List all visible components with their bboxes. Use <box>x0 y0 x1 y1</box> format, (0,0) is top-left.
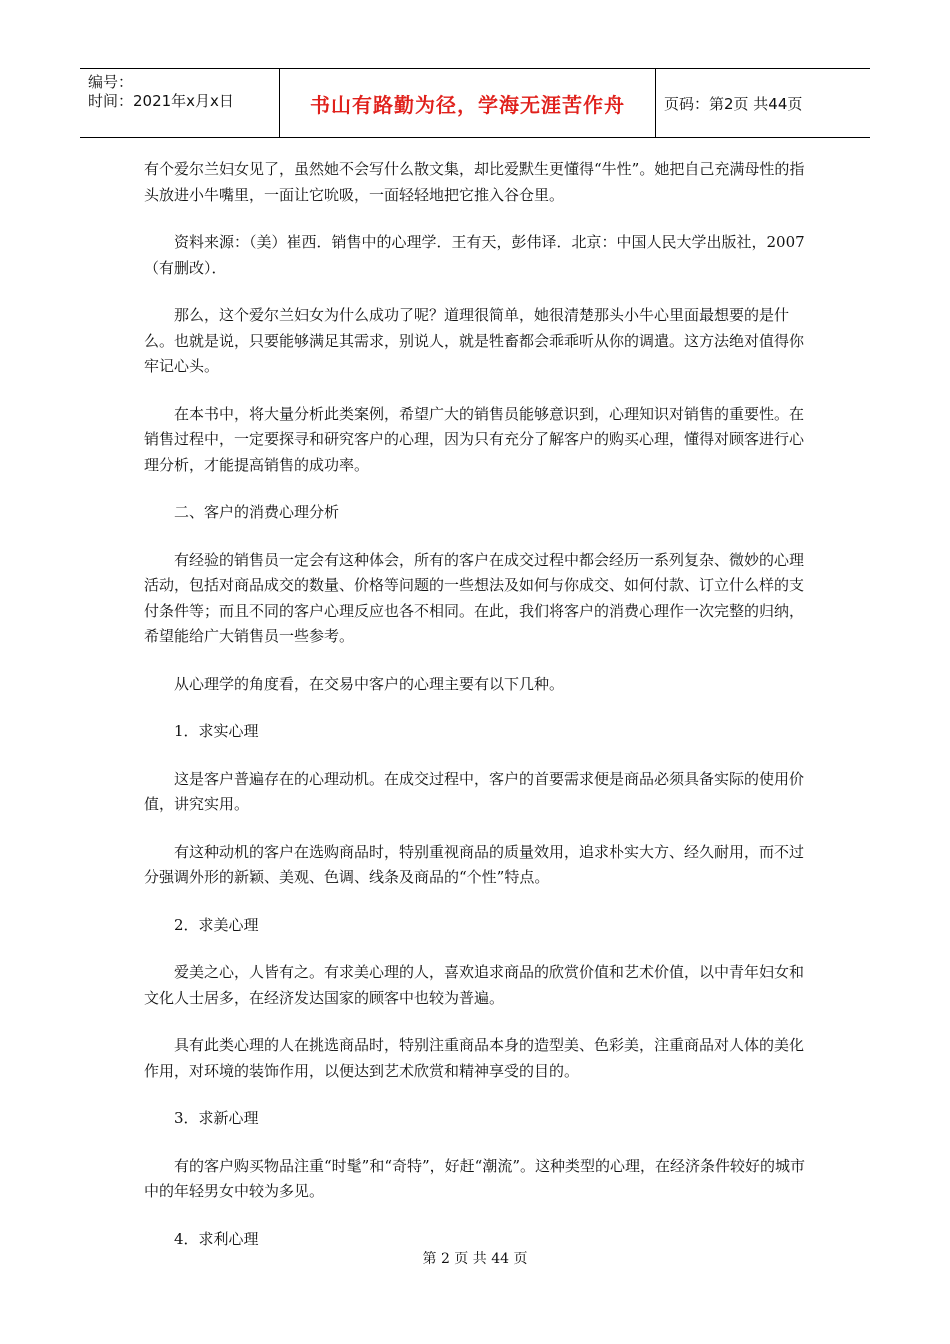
paragraph: 具有此类心理的人在挑选商品时，特别注重商品本身的造型美、色彩美，注重商品对人体的美化作用，对环境的装饰作用，以便达到艺术欣赏和精神享受的目的。 <box>144 1036 805 1080</box>
document-body <box>144 157 809 1274</box>
page-footer: 第 2 页 共 44 页 <box>422 1251 528 1267</box>
subsection-heading: 2．求美心理 <box>174 915 259 934</box>
header-meta <box>80 69 280 137</box>
paragraph: 有这种动机的客户在选购商品时，特别重视商品的质量效用，追求朴实大方、经久耐用，而不过分强调外形的新颖、美观、色调、线条及商品的“个性”特点。 <box>144 842 805 886</box>
doc-number-label: 编号： <box>88 73 134 91</box>
paragraph: 从心理学的角度看，在交易中客户的心理主要有以下几种。 <box>174 674 565 693</box>
header-motto: 书山有路勤为径，学海无涯苦作舟 <box>280 69 656 137</box>
paragraph: 有的客户购买物品注重“时髦”和“奇特”，好赶“潮流”。这种类型的心理，在经济条件较好的城市中的年轻男女中较为多见。 <box>144 1156 806 1200</box>
paragraph: 资料来源：（美）崔西．销售中的心理学．王有天，彭伟译．北京：中国人民大学出版社，2007（有删改）． <box>144 233 805 277</box>
subsection-heading: 4．求利心理 <box>174 1229 259 1248</box>
page-header <box>80 68 870 138</box>
header-page-info: 页码：第2页 共44页 <box>664 94 803 113</box>
paragraph: 有个爱尔兰妇女见了，虽然她不会写什么散文集，却比爱默生更懂得“牛性”。她把自己充满母性的指头放进小牛嘴里，一面让它吮吸，一面轻轻地把它推入谷仓里。 <box>144 160 805 204</box>
doc-time-label: 时间：2021年x月x日 <box>88 92 234 110</box>
paragraph: 那么，这个爱尔兰妇女为什么成功了呢？道理很简单，她很清楚那头小牛心里面最想要的是什么。也就是说，只要能够满足其需求，别说人，就是牲畜都会乖乖听从你的调遣。这方法绝对值得你牢记心头。 <box>144 306 805 375</box>
subsection-heading: 1．求实心理 <box>174 722 259 740</box>
subsection-heading: 3．求新心理 <box>174 1109 259 1127</box>
paragraph: 这是客户普遍存在的心理动机。在成交过程中，客户的首要需求便是商品必须具备实际的使用价值，讲究实用。 <box>144 769 805 813</box>
section-heading: 二、客户的消费心理分析 <box>174 503 340 521</box>
paragraph: 有经验的销售员一定会有这种体会，所有的客户在成交过程中都会经历一系列复杂、微妙的心理活动，包括对商品成交的数量、价格等问题的一些想法及如何与你成交、如何付款、订立什么样的支付条件等；而且不同的客户心理反应也各不相同。在此，我们将客户的消费心理作一次完整的归纳，希望能给广大销售员一些参考。 <box>144 550 805 645</box>
paragraph: 在本书中，将大量分析此类案例，希望广大的销售员能够意识到，心理知识对销售的重要性。在销售过程中，一定要探寻和研究客户的心理，因为只有充分了解客户的购买心理，懂得对顾客进行心理分析，才能提高销售的成功率。 <box>144 404 805 474</box>
paragraph: 爱美之心，人皆有之。有求美心理的人，喜欢追求商品的欣赏价值和艺术价值，以中青年妇女和文化人士居多，在经济发达国家的顾客中也较为普遍。 <box>144 963 805 1007</box>
